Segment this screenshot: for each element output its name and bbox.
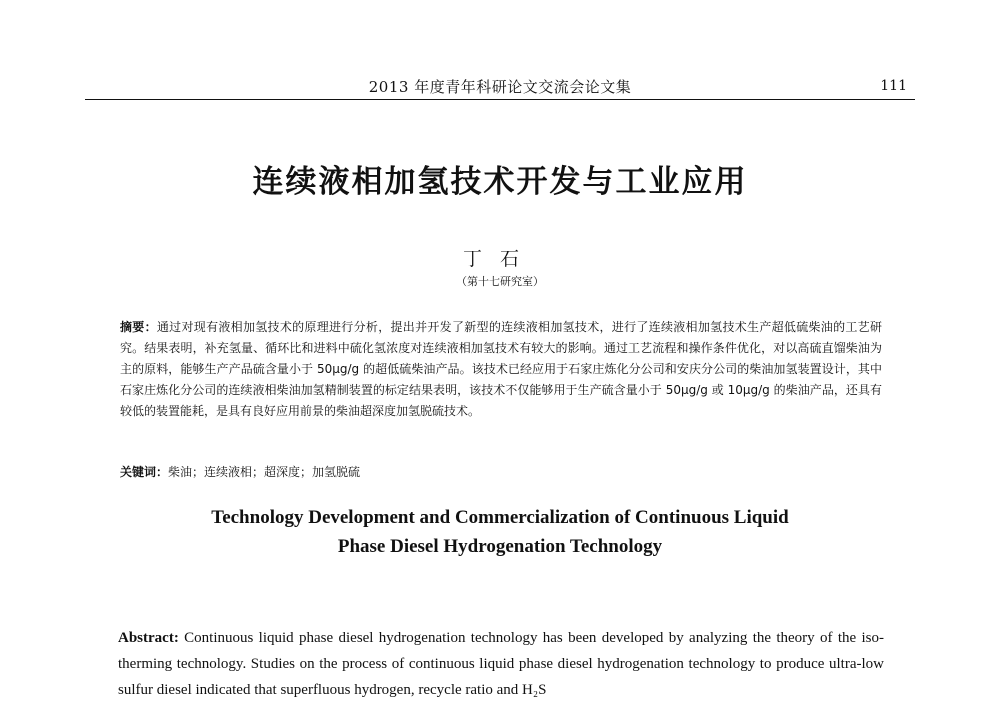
article-title-cn: 连续液相加氢技术开发与工业应用 — [252, 164, 748, 200]
abstract-cn — [120, 317, 882, 422]
abstract-cn-label: 摘要： — [120, 320, 157, 334]
article-title-en-line1: Technology Development and Commercialization of Continuous Liquid — [211, 507, 789, 528]
page-number: 111 — [880, 78, 907, 94]
author-name: 丁石 — [462, 248, 537, 270]
keywords-cn-label: 关键词： — [120, 465, 169, 479]
abstract-en-text: Continuous liquid phase diesel hydrogenation technology has been developed by analyzing the theory of the iso-therming technology. Studies on the process of continuous liquid phase diesel hydrogenation technology to produce ultra-low sulfur diesel indicated that superfluous hydrogen, recycle ratio and H₂S — [118, 630, 884, 698]
article-title-en — [0, 503, 1000, 561]
running-header — [85, 76, 915, 100]
abstract-en-label: Abstract — [118, 630, 174, 646]
keywords-cn-text: 柴油；连续液相；超深度；加氢脱硫 — [168, 465, 361, 479]
author-affiliation: （第十七研究室） — [456, 275, 544, 288]
keywords-cn — [120, 462, 882, 482]
abstract-cn-text: 通过对现有液相加氢技术的原理进行分析，提出并开发了新型的连续液相加氢技术，进行了连续液相加氢技术生产超低硫柴油的工艺研究。结果表明，补充氢量、循环比和进料中硫化氢浓度对连续液相加氢技术有较大的影响。通过工艺流程和操作条件优化，对以高硫直馏柴油为主的原料，能够生产产品硫含量小于 50μg/g 的超低硫柴油产品。该技术已经应用于石家庄炼化分公司和安庆分公司的柴油加氢装置设计，其中石家庄炼化分公司的连续液相柴油加氢精制装置的标定结果表明，该技术不仅能够用于生产硫含量小于 50μg/g 或 10μg/g 的柴油产品，还具有较低的装置能耗，是具有良好应用前景的柴油超深度加氢脱硫技术。 — [120, 320, 882, 418]
article-title-en-line2: Phase Diesel Hydrogenation Technology — [337, 536, 663, 557]
abstract-en — [118, 625, 884, 703]
abstract-en-separator: : — [173, 630, 185, 646]
running-title: 2013 年度青年科研论文交流会论文集 — [368, 78, 632, 96]
header-rule — [85, 99, 915, 100]
